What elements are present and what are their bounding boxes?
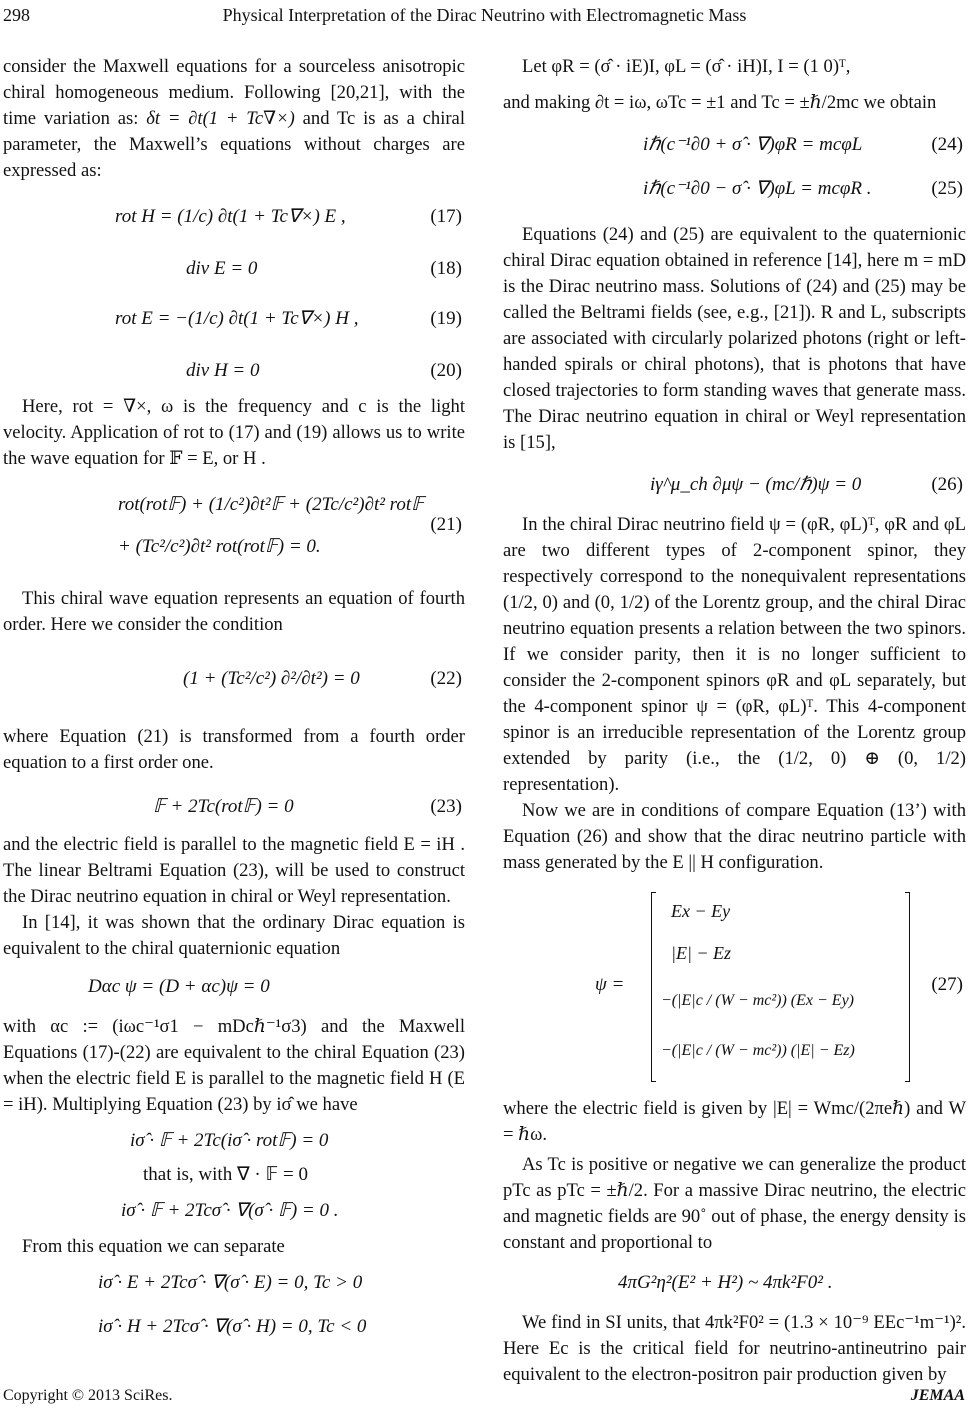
- paragraph: In [14], it was shown that the ordinary Dirac equation is equivalent to the chiral quaternionic equation: [3, 912, 465, 959]
- vector-row: Ex − Ey: [671, 901, 731, 921]
- equation-21: rot(rot𝔽) + (1/c²)∂t²𝔽 + (2Tc/c²)∂t² rot𝔽 + (Tc²/c²)∂t² rot(rot𝔽) = 0. (21): [118, 494, 462, 557]
- equation-multiplied: iσ̂ · 𝔽 + 2Tc(iσ̂ · rot𝔽) = 0: [130, 1130, 329, 1151]
- paragraph: As Tc is positive or negative we can generalize the product pTc as pTc = ±ℏ/2. For a massive Dirac neutrino, the electric and magnetic fields are 90˚ out of phase, the energy density is constant and proportional to: [503, 1154, 966, 1253]
- equation-19: rot E = −(1/c) ∂t(1 + Tc∇×) H , (19): [115, 308, 462, 329]
- paragraph: Now we are in conditions of compare Equation (13’) with Equation (26) and show that the dirac neutrino particle with mass generated by the E || H configuration.: [503, 800, 966, 873]
- paragraph: Here, rot = ∇×, ω is the frequency and c is the light velocity. Application of rot to (17) and (19) allows us to write the wave equation for 𝔽 = E, or H .: [3, 396, 465, 469]
- equation-energy-density: 4πG²η²(E² + H²) ~ 4πk²F0² .: [618, 1272, 833, 1293]
- paragraph: This chiral wave equation represents an equation of fourth order. Here we consider the condition: [3, 588, 465, 635]
- vector-row: |E| − Ez: [671, 943, 732, 963]
- equation-23: 𝔽 + 2Tc(rot𝔽) = 0 (23): [153, 796, 462, 817]
- paragraph: where the electric field is given by |E| = Wmc/(2πeℏ) and W = ℏω.: [503, 1098, 966, 1145]
- equation-26: iγ^μ_ch ∂μψ − (mc/ℏ)ψ = 0 (26): [650, 474, 963, 495]
- equation-27: ψ = Ex − Ey |E| − Ez −(|E|c / (W − mc²)) (Ex − Ey) −(|E|c / (W − mc²)) (|E| − Ez) (27): [503, 888, 966, 1084]
- paragraph: and making ∂t = iω, ωTc = ±1 and Tc = ±ℏ/2mc we obtain: [503, 92, 937, 113]
- paragraph: From this equation we can separate: [22, 1236, 285, 1257]
- paragraph: consider the Maxwell equations for a sourceless anisotropic chiral homogeneous medium. Following [20,21], with the time variation as: δt = ∂t(1 + Tc∇×) and Tc is as a chiral parameter, the Maxwell’s equations without charges are expressed as:: [3, 56, 465, 181]
- column-vector-right-bracket: [905, 892, 910, 1082]
- equation-22: (1 + (Tc²/c²) ∂²/∂t²) = 0 (22): [183, 668, 462, 689]
- equation-17: rot H = (1/c) ∂t(1 + Tc∇×) E , (17): [115, 206, 462, 227]
- equation-25: iℏ(c⁻¹∂0 − σ̂ · ∇)φL = mcφR . (25): [643, 178, 963, 199]
- paragraph: and the electric field is parallel to the magnetic field E = iH . The linear Beltrami Equation (23), will be used to construct the Dirac neutrino equation in chiral or Weyl representation.: [3, 834, 465, 907]
- column-vector-left-bracket: [651, 892, 656, 1082]
- page-footer: [0, 1381, 969, 1411]
- page-header: [0, 0, 969, 30]
- left-column: [3, 54, 465, 1342]
- paragraph: We find in SI units, that 4πk²F0² = (1.3 × 10⁻⁹ EEc⁻¹m⁻¹)². Here Ec is the critical field for neutrino-antineutrino pair equivalent to the electron-positron pair production given by: [503, 1312, 966, 1385]
- equation-separate-h: iσ̂ · H + 2Tcσ̂ · ∇(σ̂ · H) = 0, Tc < 0: [98, 1316, 367, 1337]
- equation-divergence: iσ̂ · 𝔽 + 2Tcσ̂ · ∇(σ̂ · 𝔽) = 0 .: [121, 1200, 339, 1221]
- equation-20: div H = 0 (20): [186, 360, 462, 381]
- copyright: Copyright © 2013 SciRes.: [3, 1387, 173, 1404]
- vector-row: −(|E|c / (W − mc²)) (|E| − Ez): [661, 1042, 855, 1059]
- paragraph: In the chiral Dirac neutrino field ψ = (φR, φL)ᵀ, φR and φL are two different types of 2-component spinor, they respectively correspond to the nonequivalent representations (1/2, 0) and (0, 1/2) of the Lorentz group, and the chiral Dirac neutrino equation presents a relation between the two spinors. If we consider parity, then it is no longer sufficient to consider the 2-component spinors φR and φL separately, but the 4-component spinor ψ = (φR, φL)ᵀ. This 4-component spinor is an irreducible representation of the Lorentz group extended by parity (i.e., the (1/2, 0) ⊕ (0, 1/2) representation).: [503, 514, 966, 795]
- page-number: 298: [3, 5, 30, 25]
- text-that-is: that is, with ∇ · 𝔽 = 0: [143, 1164, 308, 1185]
- paragraph: where Equation (21) is transformed from a fourth order equation to a first order one.: [3, 726, 465, 773]
- equation-separate-e: iσ̂ · E + 2Tcσ̂ · ∇(σ̂ · E) = 0, Tc > 0: [98, 1272, 363, 1293]
- running-title: Physical Interpretation of the Dirac Neutrino with Electromagnetic Mass: [222, 5, 747, 25]
- right-column: [503, 54, 966, 1388]
- journal-name: JEMAA: [910, 1387, 965, 1404]
- equation-24: iℏ(c⁻¹∂0 + σ̂ · ∇)φR = mcφL (24): [643, 134, 963, 155]
- equation-18: div E = 0 (18): [186, 258, 462, 279]
- vector-row: −(|E|c / (W − mc²)) (Ex − Ey): [661, 992, 855, 1009]
- paragraph: Equations (24) and (25) are equivalent to the quaternionic chiral Dirac equation obtained in reference [14], here m = mD is the Dirac neutrino mass. Solutions of (24) and (25) may be called the Beltrami fields (see, e.g., [21]). R and L, subscripts are associated with circularly polarized photons (right or left-handed spirals or chiral photons), that is photons that have closed trajectories to form standing waves that generate mass. The Dirac neutrino equation in chiral or Weyl representation is [15],: [503, 224, 966, 453]
- paragraph: with αc := (iωc⁻¹σ1 − mDcℏ⁻¹σ3) and the Maxwell Equations (17)-(22) are equivalent to the chiral Equation (23) when the electric field E is parallel to the magnetic field H (E = iH). Multiplying Equation (23) by iσ̂ we have: [3, 1016, 465, 1115]
- paragraph: Let φR = (σ̂ · iE)I, φL = (σ̂ · iH)I, I = (1 0)ᵀ,: [522, 56, 851, 77]
- equation-dirac: Dαc ψ = (D + αc)ψ = 0: [88, 976, 270, 997]
